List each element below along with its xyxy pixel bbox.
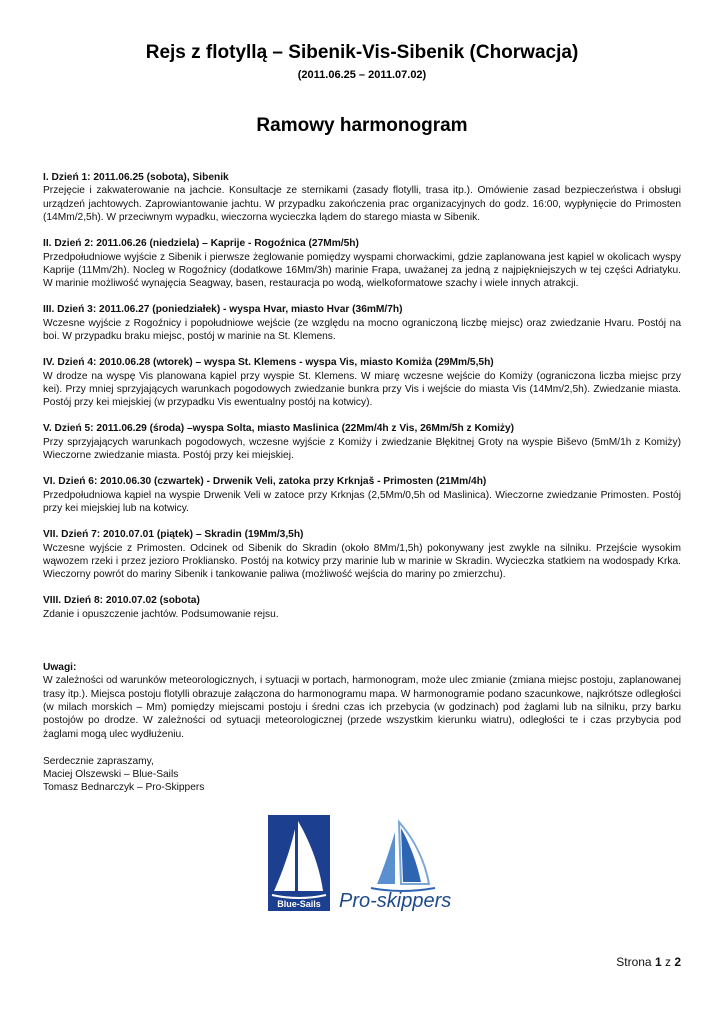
document-body <box>43 171 681 795</box>
day-text: Przy sprzyjających warunkach pogodowych, wczesne wyjście z Komiży i zwiedzanie Błękitnej Groty na wyspie Biševo (5mM/1h z Komiży) Wieczorne zwiedzanie miasta. Postój przy kei miejskiej. <box>43 436 681 462</box>
day-text: Wczesne wyjście z Rogoźnicy i popołudniowe wejście (ze względu na mocno ograniczoną liczbę miejsc) oraz zwiedzanie Hvaru. Postój na boi. W przypadku braku miejsc, postój w marinie na St. Klemens. <box>43 317 681 343</box>
notes-section <box>43 661 681 741</box>
notes-title: Uwagi: <box>43 661 77 673</box>
signature-block <box>43 755 681 795</box>
day-title: II. Dzień 2: 2011.06.26 (niedziela) – Kaprije - Rogoźnica (27Mm/5h) <box>43 238 359 250</box>
day-title: III. Dzień 3: 2011.06.27 (poniedziałek) - wyspa Hvar, miasto Hvar (36mM/7h) <box>43 304 403 316</box>
logo-text: Blue-Sails <box>277 899 321 909</box>
day-section-4 <box>43 356 681 410</box>
page-of: z <box>664 955 671 969</box>
blue-sails-logo <box>268 815 330 911</box>
day-text: W drodze na wyspę Vis planowana kąpiel przy wyspie St. Klemens. W miarę wczesne wejście do Komiży (ograniczona liczba miejsc przy kei). Przy mniej sprzyjających warunkach pogodowych zwiedzanie bunkra przy Vis i wejście do miasta Vis (14Mm/2,5h). Zwiedzanie miasta. Postój przy kei miejskiej (w przypadku Vis ewentualny postój na kotwicy). <box>43 370 681 409</box>
day-title: IV. Dzień 4: 2010.06.28 (wtorek) – wyspa St. Klemens - wyspa Vis, miasto Komiża (29Mm/5,5h) <box>43 357 494 369</box>
logo-text: Pro-skippers <box>339 890 452 912</box>
page-current: 1 <box>654 955 662 969</box>
day-section-7 <box>43 528 681 582</box>
day-section-8 <box>43 594 681 621</box>
day-section-1 <box>43 171 681 225</box>
day-text: Zdanie i opuszczenie jachtów. Podsumowanie rejsu. <box>43 608 279 620</box>
day-section-2 <box>43 237 681 291</box>
notes-text: W zależności od warunków meteorologicznych, i sytuacji w portach, harmonogram, może ulec zmianie (zmiana miejsc postoju, zaplanowanej trasy itp.). Miejsca postoju flotylli obrazuje załączona do harmonogramu mapa. W harmonogramie podano szacunkowe, najkrótsze odległości (w milach morskich – Mm) pomiędzy miejscami postoju i średni czas ich przebycia (w godzinach) pod żaglami lub na silniku, przy barku postojów po drodze. W zależności od sytuacji meteorologicznej (przede wszystkim kierunku wiatru), odległości te i czas przybycia pod żaglami mogą ulec wydłużeniu. <box>43 675 681 740</box>
schedule-heading: Ramowy harmonogram <box>256 115 468 136</box>
day-title: VII. Dzień 7: 2010.07.01 (piątek) – Skradin (19Mm/3,5h) <box>43 529 304 541</box>
day-section-5 <box>43 422 681 462</box>
day-text: Wczesne wyjście z Primosten. Odcinek od Sibenik do Skradin (około 8Mm/1,5h) pokonywany jest zwykle na silniku. Przejście wysokim wąwozem rzeki i przez jezioro Prokliansko. Postój na kotwicy przy marinie lub w marinie w Skradin. Wycieczka statkiem na wodospady Krka. Wieczorny powrót do mariny Sibenik i tankowanie paliwa (możliwość wejścia do mariny po zmierzchu). <box>43 542 681 581</box>
page-title: Rejs z flotyllą – Sibenik-Vis-Sibenik (Chorwacja) <box>145 42 579 63</box>
page-total: 2 <box>674 955 681 969</box>
page-footer <box>616 955 681 969</box>
day-section-3 <box>43 303 681 343</box>
spacer <box>43 634 681 661</box>
day-title: I. Dzień 1: 2011.06.25 (sobota), Sibenik <box>43 172 229 183</box>
day-text: Przedpołudniowe wyjście z Sibenik i pierwsze żeglowanie pomiędzy wyspami chorwackimi, gdzie zaplanowana jest kąpiel w okolicach wyspy Kaprije (11Mm/2h). Nocleg w Rogoźnicy (dodatkowe 16Mm/3h) marinie Frapa, uważanej za jedną z najpiękniejszych w tej części Adriatyku. W marinie możliwość wynajęcia Seagway, basen, restauracja po wodą, wielkoformatowe szachy i wiele innych atrakcji. <box>43 251 681 290</box>
day-text: Przedpołudniowa kąpiel na wyspie Drwenik Veli w zatoce przy Krknjas (2,5Mm/0,5h od Maslinica). Wieczorne zwiedzanie Primosten. Postój przy kei miejskiej lub na kotwicy. <box>43 489 681 515</box>
jib-icon <box>377 832 395 884</box>
day-title: VI. Dzień 6: 2010.06.30 (czwartek) - Drwenik Veli, zatoka przy Krknjaš - Primosten (21Mm/4h) <box>43 476 487 488</box>
day-text: Przejęcie i zakwaterowanie na jachcie. Konsultacje ze sternikami (zasady flotylli, trasa itp.). Omówienie zasad bezpieczeństwa i obsługi urządzeń jachtowych. Zaprowiantowanie jachtu. W przypadku zakończenia prac organizacyjnych do godz. 16:00, wypłynięcie do Primosten (14Mm/2,5h). W przeciwnym wypadku, wieczorna wycieczka lądem do starego miasta w Sibenik. <box>43 185 681 224</box>
day-title: VIII. Dzień 8: 2010.07.02 (sobota) <box>43 595 200 607</box>
trip-dates: (2011.06.25 – 2011.07.02) <box>297 69 427 81</box>
pro-skippers-logo <box>335 818 470 914</box>
day-title: V. Dzień 5: 2011.06.29 (środa) –wyspa Solta, miasto Maslinica (22Mm/4h z Vis, 26Mm/5h z Komiży) <box>43 423 515 435</box>
signature-greeting: Serdecznie zapraszamy, <box>43 755 154 767</box>
page-label: Strona <box>616 955 652 969</box>
day-section-6 <box>43 475 681 515</box>
signature-person-2: Tomasz Bednarczyk – Pro-Skippers <box>43 782 205 794</box>
signature-person-1: Maciej Olszewski – Blue-Sails <box>43 768 179 780</box>
